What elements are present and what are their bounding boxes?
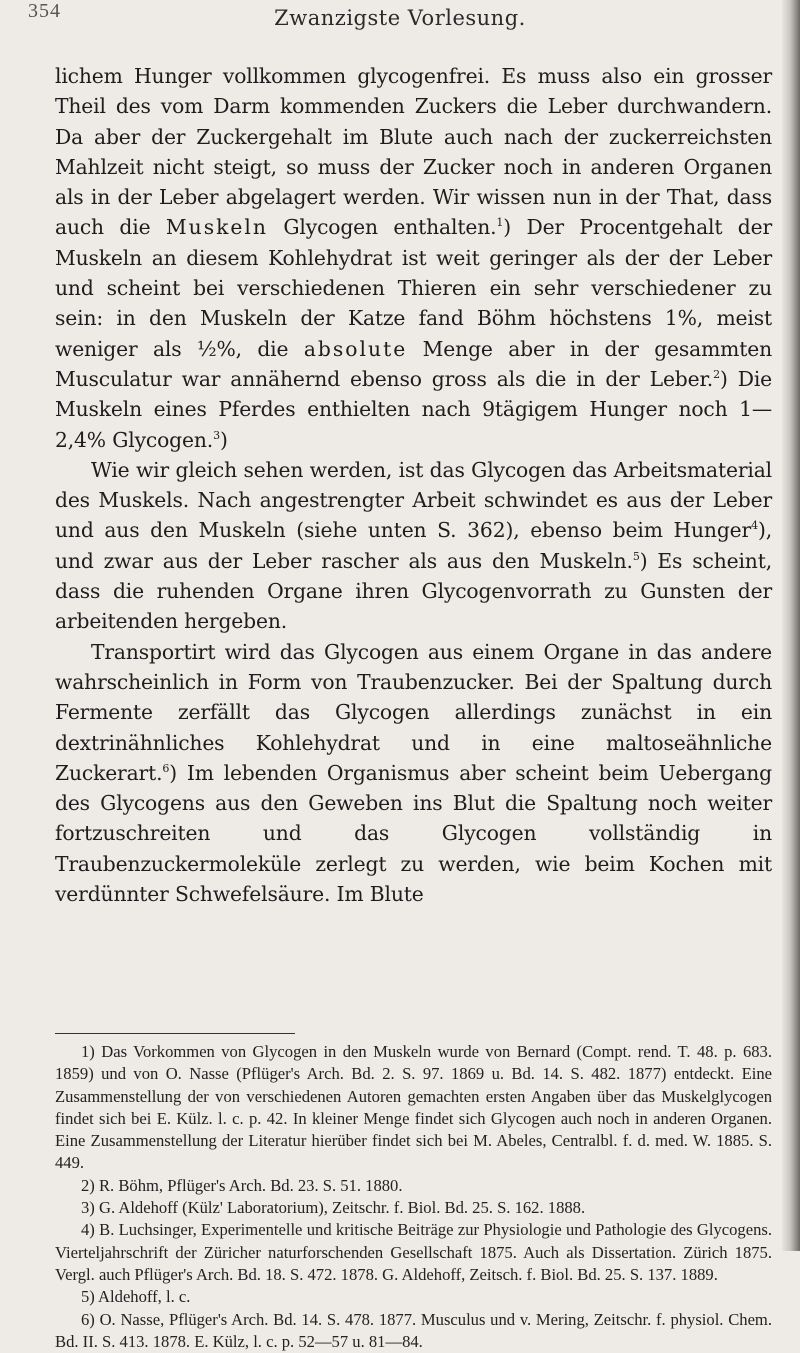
footnote-ref[interactable]: 4 xyxy=(751,519,758,533)
body-text xyxy=(55,61,772,909)
text-run: ) xyxy=(219,427,228,452)
footnote-ref[interactable]: 5 xyxy=(632,549,640,563)
text-run: ) Es scheint, dass die ruhenden Organe ihren Glycogenvorrath zu Gunsten der arbeitenden hergeben. xyxy=(55,548,772,634)
footnote-5: 5) Aldehoff, l. c. xyxy=(81,1287,191,1307)
paragraph-2 xyxy=(55,455,772,637)
paragraph-3 xyxy=(55,637,772,910)
footnotes xyxy=(55,1041,772,1353)
footnote-6: 6) O. Nasse, Pflüger's Arch. Bd. 14. S. 478. 1877. Musculus und v. Mering, Zeitschr. f. physiol. Chem. Bd. II. S. 413. 1878. E. Külz, l. c. p. 52—57 u. 81—84. xyxy=(55,1309,772,1351)
footnote-ref[interactable]: 6 xyxy=(162,761,170,775)
text-run: Menge aber in der gesammten Musculatur war annähernd ebenso gross als die in der Leber. xyxy=(55,336,773,391)
footnote-ref[interactable]: 2 xyxy=(713,367,720,381)
footnote-separator xyxy=(55,1033,295,1034)
footnote-3: 3) G. Aldehoff (Külz' Laboratorium), Zeitschr. f. Biol. Bd. 25. S. 162. 1888. xyxy=(81,1198,586,1218)
text-run: Glycogen enthalten. xyxy=(267,215,497,240)
spaced-word: absolute xyxy=(303,336,408,361)
footnote-1: 1) Das Vorkommen von Glycogen in den Muskeln wurde von Bernard (Compt. rend. T. 48. p. 683. 1859) und von O. Nasse (Pflüger's Arch. Bd. 2. S. 97. 1869 u. Bd. 14. S. 482. 1877) entdeckt. Eine Zusammenstellung der von verschiedenen Autoren gemachten ersten Angaben über das Muskelglycogen findet sich bei E. Külz. l. c. p. 42. In kleiner Menge findet sich Glycogen auch noch in anderen Organen. Eine Zusammenstellung der Literatur hierüber findet sich bei M. Abeles, Centralbl. f. d. med. W. 1885. S. 449. xyxy=(55,1042,772,1173)
text-run: ) Die Muskeln eines Pferdes enthielten nach 9tägigem Hunger noch 1—2,4% Glycogen. xyxy=(55,366,773,452)
text-run: lichem Hunger vollkommen glycogenfrei. Es muss also ein grosser Theil des vom Darm kommenden Zuckers die Leber durchwandern. Da aber der Zuckergehalt im Blute auch nach der zuckerreichsten Mahlzeit nicht steigt, so muss der Zucker noch in anderen Organen als in der Leber abgelagert werden. Wir wissen nun in der That, dass auch die xyxy=(55,64,772,240)
page-number: 354 xyxy=(28,0,61,22)
text-run: ), und zwar aus der Leber rascher als aus den Muskeln. xyxy=(55,518,772,573)
text-run: ) Im lebenden Organismus aber scheint beim Uebergang des Glycogens aus den Geweben ins Blut die Spaltung noch weiter fortzuschreiten und das Glycogen vollständig in Traubenzuckermoleküle zerlegt zu werden, wie beim Kochen mit verdünnter Schwefelsäure. Im Blute xyxy=(55,760,772,907)
footnote-4: 4) B. Luchsinger, Experimentelle und kritische Beiträge zur Physiologie und Pathologie des Glycogens. Vierteljahrschrift der Züricher naturforschenden Gesellschaft 1875. Auch als Dissertation. Zürich 1875. Vergl. auch Pflüger's Arch. Bd. 18. S. 472. 1878. G. Aldehoff, Zeitsch. f. Biol. Bd. 25. S. 137. 1889. xyxy=(55,1220,772,1284)
footnote-ref[interactable]: 3 xyxy=(213,428,220,442)
text-run: ) Der Procentgehalt der Muskeln an diesem Kohlehydrat ist weit geringer als der der Leber und scheint bei verschiedenen Thieren ein sehr verschiedener zu sein: in den Muskeln der Katze fand Böhm höchstens 1%, meist weniger als ½%, die xyxy=(55,215,773,361)
paragraph-1 xyxy=(55,61,772,455)
text-run: Wie wir gleich sehen werden, ist das Glycogen das Arbeitsmaterial des Muskels. Nach angestrengter Arbeit schwindet es aus der Leber und aus den Muskeln (siehe unten S. 362), ebenso beim Hunger xyxy=(55,457,772,543)
footnote-ref[interactable]: 1 xyxy=(496,216,504,230)
running-title: Zwanzigste Vorlesung. xyxy=(274,6,526,30)
text-run: Transportirt wird das Glycogen aus einem Organe in das andere wahrscheinlich in Form von Traubenzucker. Bei der Spaltung durch Fermente zerfällt das Glycogen allerdings zunächst in ein dextrinähnliches Kohlehydrat und in eine maltoseähnliche Zuckerart. xyxy=(55,639,772,785)
spaced-word: Muskeln xyxy=(165,215,268,240)
footnote-2: 2) R. Böhm, Pflüger's Arch. Bd. 23. S. 51. 1880. xyxy=(81,1175,403,1195)
page-edge-shadow xyxy=(782,0,800,1251)
